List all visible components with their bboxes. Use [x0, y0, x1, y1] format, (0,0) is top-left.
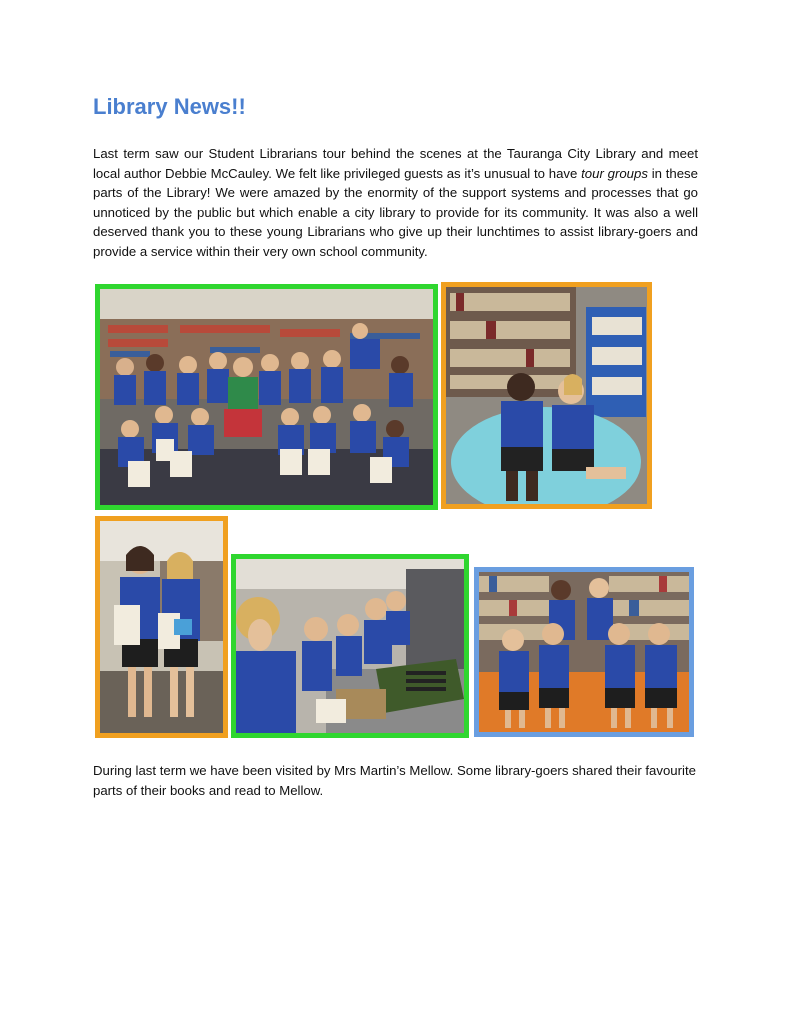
intro-text-emphasis: tour groups: [581, 165, 648, 181]
students-book-sorting-photo: [231, 554, 469, 738]
page-title: Library News!!: [93, 94, 246, 119]
beanbag-photo-image: [446, 287, 647, 504]
two-students-beanbag-photo: [441, 282, 652, 509]
five-students-photo-image: [479, 572, 689, 732]
group-photo-with-author: [95, 284, 438, 510]
five-students-seated-photo: [474, 567, 694, 737]
intro-text-b: in these parts of the Library! We were amazed by the enormity of the support systems and processes that go unnoticed by the public but which enable a city library to provide for its community. It was also a well deserved thank you to these young Librarians who give up their lunchtimes to assist library-goers and provide a service within their very own school community.: [93, 165, 698, 259]
intro-paragraph: [93, 144, 698, 262]
mellow-paragraph: During last term we have been visited by Mrs Martin’s Mellow. Some library-goers shared their favourite parts of their books and read to Mellow.: [93, 763, 696, 798]
group-photo-image: [100, 289, 433, 505]
two-girls-photo-image: [100, 521, 223, 733]
intro-text-a: Last term saw our Student Librarians tour behind the scenes at the Tauranga City Library and meet local author Debbie McCauley. We felt like privileged guests as it’s unusual to have: [93, 146, 698, 181]
two-girls-with-bags-photo: [95, 516, 228, 738]
book-sorting-photo-image: [236, 559, 464, 733]
